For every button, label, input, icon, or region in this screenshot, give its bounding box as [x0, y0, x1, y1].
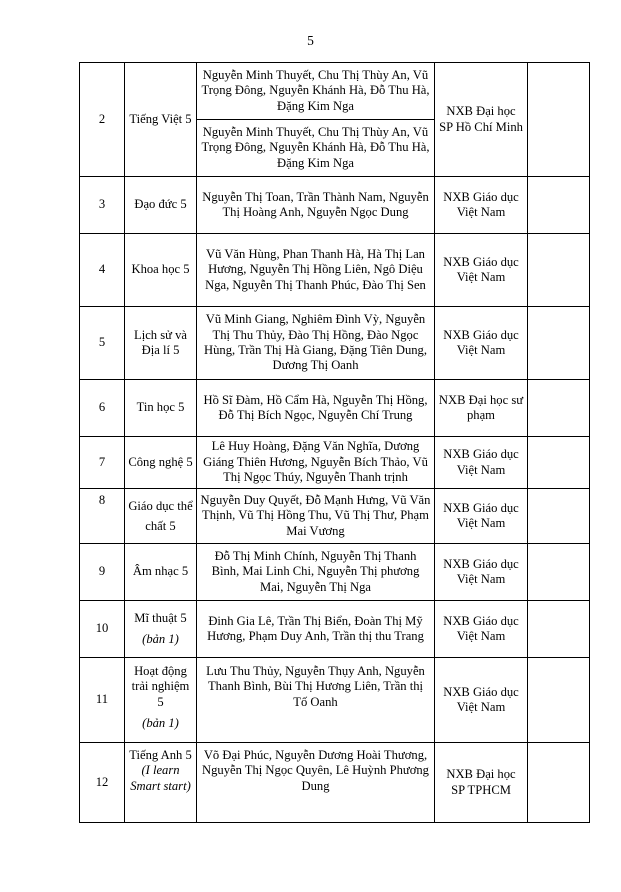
row-number-cell: 7 — [80, 437, 125, 489]
authors-cell: Lưu Thu Thủy, Nguyễn Thụy Anh, Nguyễn Thanh Bình, Bùi Thị Hương Liên, Trần thị Tố Oanh — [197, 658, 435, 743]
row-number-cell: 5 — [80, 307, 125, 380]
page-number: 5 — [307, 33, 314, 48]
note-cell — [528, 63, 590, 177]
publisher-cell: NXB Giáo dục Việt Nam — [435, 601, 528, 658]
publisher-cell: NXB Giáo dục Việt Nam — [435, 234, 528, 307]
table-row — [80, 544, 590, 601]
table-row — [80, 177, 590, 234]
publisher-cell: NXB Giáo dục Việt Nam — [435, 544, 528, 601]
publisher-cell: NXB Giáo dục Việt Nam — [435, 489, 528, 544]
table-row — [80, 307, 590, 380]
subject-cell: Âm nhạc 5 — [125, 544, 197, 601]
publisher-cell: NXB Đại học SP Hồ Chí Minh — [435, 63, 528, 177]
table-row — [80, 489, 590, 544]
subject-label: Hoạt động trải nghiệm 5 — [131, 664, 190, 709]
subject-cell: Tiếng Việt 5 — [125, 63, 197, 177]
row-number-cell: 9 — [80, 544, 125, 601]
table-row — [80, 601, 590, 658]
note-cell — [528, 489, 590, 544]
row-number-cell: 10 — [80, 601, 125, 658]
authors-cell: Vũ Văn Hùng, Phan Thanh Hà, Hà Thị Lan Hương, Nguyễn Thị Hồng Liên, Ngô Diệu Nga, Nguyễn Thị Thanh Phúc, Đào Thị Sen — [197, 234, 435, 307]
textbook-table-container — [79, 62, 589, 823]
subject-edition-note: (bản 1) — [142, 716, 179, 731]
authors-cell: Đỗ Thị Minh Chính, Nguyễn Thị Thanh Bình, Mai Linh Chi, Nguyễn Thị phương Mai, Nguyễn Thị Nga — [197, 544, 435, 601]
authors-cell: Lê Huy Hoàng, Đặng Văn Nghĩa, Dương Giáng Thiên Hương, Nguyễn Bích Thảo, Vũ Thị Ngọc Thúy, Nguyễn Thanh trịnh — [197, 437, 435, 489]
authors-cell: Vũ Minh Giang, Nghiêm Đình Vỳ, Nguyễn Thị Thu Thủy, Đào Thị Hồng, Đào Ngọc Hùng, Trần Thị Hà Giang, Đặng Tiên Dung, Dương Thị Oanh — [197, 307, 435, 380]
note-cell — [528, 658, 590, 743]
note-cell — [528, 177, 590, 234]
subject-program-note: (I learn Smart start) — [130, 763, 191, 793]
row-number-cell: 3 — [80, 177, 125, 234]
table-row — [80, 658, 590, 743]
subject-edition-note: (bản 1) — [142, 632, 179, 646]
note-cell — [528, 234, 590, 307]
subject-cell: Khoa học 5 — [125, 234, 197, 307]
subject-cell: Công nghệ 5 — [125, 437, 197, 489]
note-cell — [528, 437, 590, 489]
authors-cell: Nguyễn Minh Thuyết, Chu Thị Thùy An, Vũ Trọng Đông, Nguyễn Khánh Hà, Đỗ Thu Hà, Đặng Kim Nga — [197, 63, 435, 120]
subject-cell — [125, 658, 197, 743]
publisher-cell: NXB Đại học SP TPHCM — [435, 743, 528, 823]
table-row — [80, 743, 590, 823]
row-number-cell: 11 — [80, 658, 125, 743]
subject-cell: Lịch sử và Địa lí 5 — [125, 307, 197, 380]
row-number-cell: 2 — [80, 63, 125, 177]
note-cell — [528, 544, 590, 601]
authors-cell-secondary: Nguyễn Minh Thuyết, Chu Thị Thùy An, Vũ Trọng Đông, Nguyễn Khánh Hà, Đỗ Thu Hà, Đặng Kim Nga — [197, 120, 435, 177]
publisher-cell: NXB Giáo dục Việt Nam — [435, 437, 528, 489]
subject-label: Mĩ thuật 5 — [134, 610, 187, 625]
row-number-cell: 6 — [80, 380, 125, 437]
row-number-cell: 8 — [80, 489, 125, 544]
subject-cell: Giáo dục thể chất 5 — [125, 489, 197, 544]
subject-cell: Tin học 5 — [125, 380, 197, 437]
table-row — [80, 380, 590, 437]
row-number-cell: 12 — [80, 743, 125, 823]
authors-cell: Hồ Sĩ Đàm, Hồ Cẩm Hà, Nguyễn Thị Hồng, Đỗ Thị Bích Ngọc, Nguyễn Chí Trung — [197, 380, 435, 437]
publisher-cell: NXB Giáo dục Việt Nam — [435, 658, 528, 743]
table-row — [80, 63, 590, 120]
table-row — [80, 437, 590, 489]
subject-label: Tiếng Anh 5 — [129, 748, 192, 762]
table-row — [80, 234, 590, 307]
row-number-cell: 4 — [80, 234, 125, 307]
authors-cell: Nguyễn Thị Toan, Trần Thành Nam, Nguyễn Thị Hoàng Anh, Nguyễn Ngọc Dung — [197, 177, 435, 234]
note-cell — [528, 601, 590, 658]
subject-cell — [125, 743, 197, 823]
publisher-cell: NXB Giáo dục Việt Nam — [435, 177, 528, 234]
note-cell — [528, 307, 590, 380]
publisher-cell: NXB Đại học sư phạm — [435, 380, 528, 437]
note-cell — [528, 380, 590, 437]
note-cell — [528, 743, 590, 823]
subject-cell: Đạo đức 5 — [125, 177, 197, 234]
textbook-table — [79, 62, 590, 823]
subject-cell — [125, 601, 197, 658]
authors-cell: Nguyễn Duy Quyết, Đỗ Mạnh Hưng, Vũ Văn Thịnh, Vũ Thị Hồng Thu, Vũ Thị Thư, Phạm Mai Vương — [197, 489, 435, 544]
authors-cell: Đinh Gia Lê, Trần Thị Biển, Đoàn Thị Mỹ Hương, Phạm Duy Anh, Trần thị thu Trang — [197, 601, 435, 658]
authors-cell: Võ Đại Phúc, Nguyễn Dương Hoài Thương, Nguyễn Thị Ngọc Quyên, Lê Huỳnh Phương Dung — [197, 743, 435, 823]
publisher-cell: NXB Giáo dục Việt Nam — [435, 307, 528, 380]
